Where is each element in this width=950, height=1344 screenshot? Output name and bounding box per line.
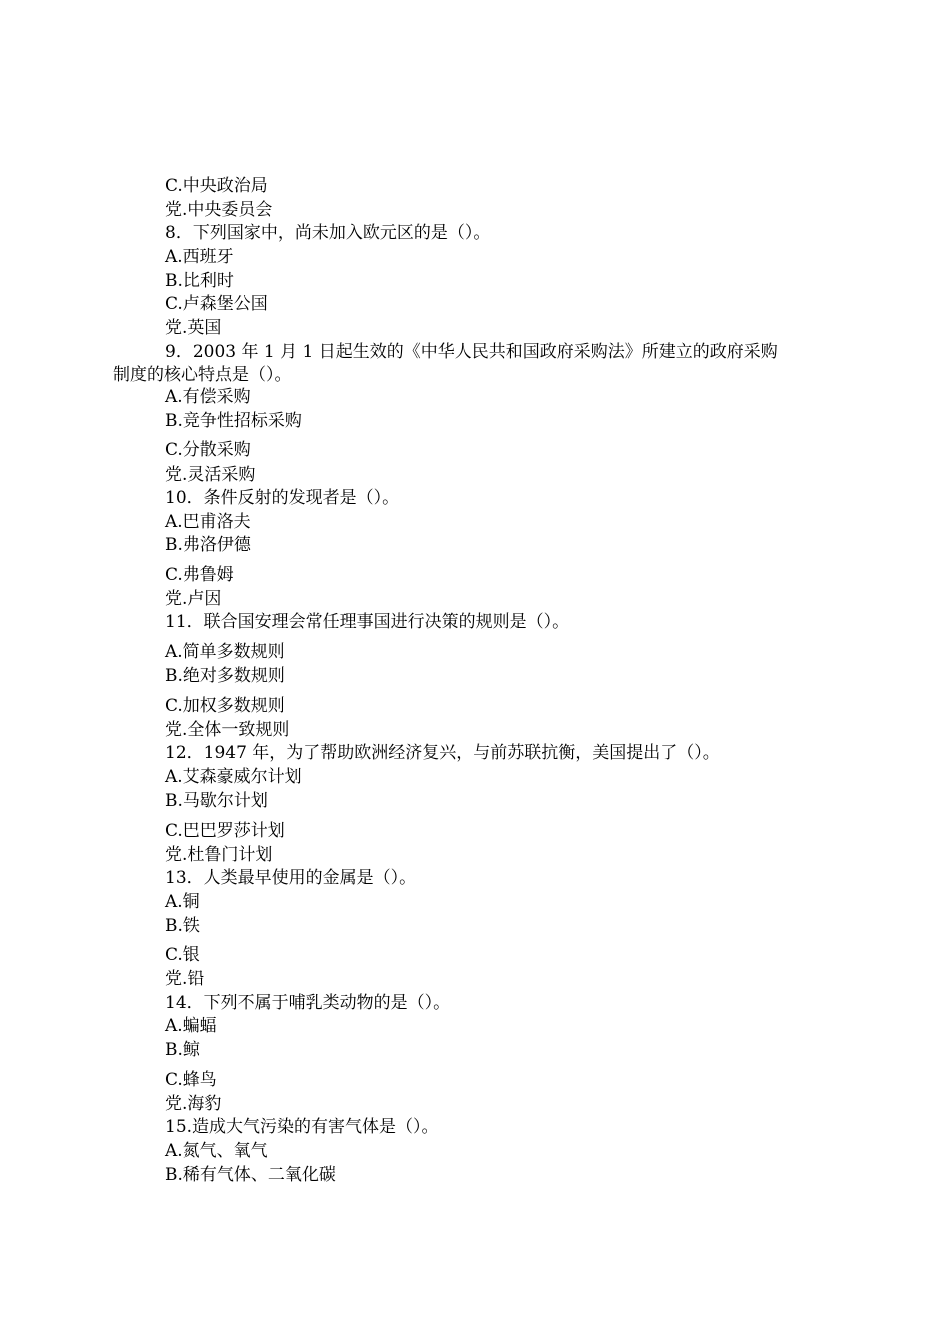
option-c-q11: C.加权多数规则	[165, 696, 285, 716]
option-b-q11: B.绝对多数规则	[165, 666, 285, 686]
option-d-q12: 党.杜鲁门计划	[165, 845, 273, 865]
option-d-q9: 党.灵活采购	[165, 465, 256, 485]
question-12: 12．1947 年，为了帮助欧洲经济复兴，与前苏联抗衡，美国提出了（）。	[165, 743, 720, 763]
option-c-q10: C.弗鲁姆	[165, 565, 234, 585]
option-b-q10: B.弗洛伊德	[165, 535, 251, 555]
option-c-q8: C.卢森堡公国	[165, 294, 268, 314]
option-a-q14: A.蝙蝠	[165, 1016, 217, 1036]
option-d-q8: 党.英国	[165, 318, 222, 338]
option-b-q13: B.铁	[165, 916, 200, 936]
question-15: 15.造成大气污染的有害气体是（）。	[165, 1117, 439, 1137]
option-a-q12: A.艾森豪威尔计划	[165, 767, 302, 787]
question-8: 8．下列国家中，尚未加入欧元区的是（）。	[165, 223, 491, 243]
option-d-q13: 党.铅	[165, 969, 205, 989]
option-b-q15: B.稀有气体、二氧化碳	[165, 1165, 336, 1185]
question-11: 11．联合国安理会常任理事国进行决策的规则是（）。	[165, 612, 570, 632]
option-a-q15: A.氮气、氧气	[165, 1141, 268, 1161]
option-c-q12: C.巴巴罗莎计划	[165, 821, 285, 841]
option-b-q8: B.比利时	[165, 271, 234, 291]
question-10: 10．条件反射的发现者是（）。	[165, 488, 400, 508]
option-b-q12: B.马歇尔计划	[165, 791, 268, 811]
option-a-q10: A.巴甫洛夫	[165, 512, 251, 532]
question-9-line-2: 制度的核心特点是（）。	[113, 365, 292, 385]
option-a-q8: A.西班牙	[165, 247, 234, 267]
option-a-q13: A.铜	[165, 892, 200, 912]
option-c-q7: C.中央政治局	[165, 176, 268, 196]
option-d-q11: 党.全体一致规则	[165, 720, 290, 740]
option-b-q14: B.鲸	[165, 1040, 200, 1060]
question-9-line-1: 9．2003 年 1 月 1 日起生效的《中华人民共和国政府采购法》所建立的政府采购	[165, 342, 778, 362]
question-14: 14．下列不属于哺乳类动物的是（）。	[165, 993, 451, 1013]
option-d-q10: 党.卢因	[165, 589, 222, 609]
option-c-q9: C.分散采购	[165, 440, 251, 460]
option-c-q13: C.银	[165, 945, 200, 965]
option-a-q11: A.简单多数规则	[165, 642, 285, 662]
option-b-q9: B.竞争性招标采购	[165, 411, 302, 431]
option-d-q14: 党.海豹	[165, 1094, 222, 1114]
option-c-q14: C.蜂鸟	[165, 1070, 217, 1090]
option-d-q7: 党.中央委员会	[165, 200, 273, 220]
option-a-q9: A.有偿采购	[165, 387, 251, 407]
question-13: 13．人类最早使用的金属是（）。	[165, 868, 417, 888]
